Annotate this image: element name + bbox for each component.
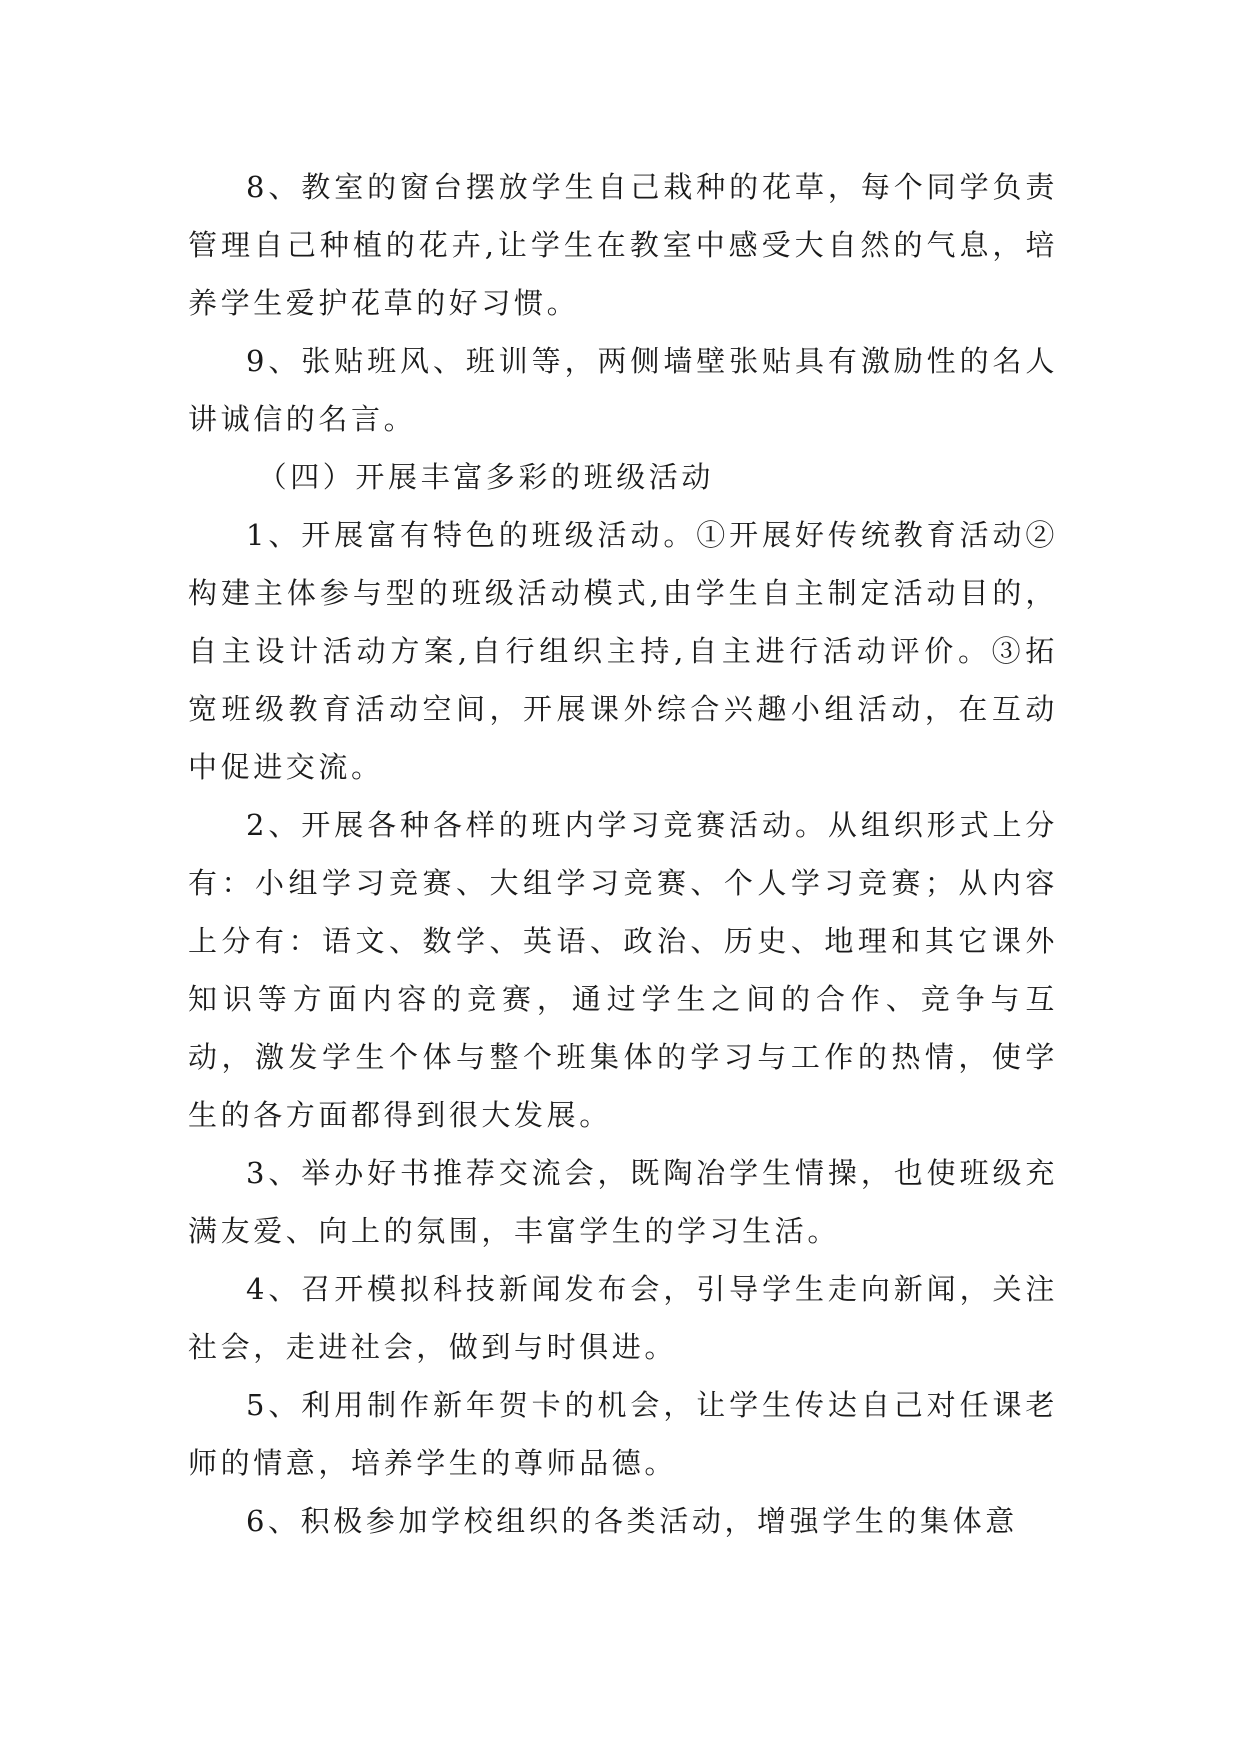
document-body	[188, 158, 1058, 1550]
paragraph-item-8: 8、教室的窗台摆放学生自己栽种的花草，每个同学负责管理自己种植的花卉,让学生在教室中感受大自然的气息，培养学生爱护花草的好习惯。	[188, 170, 1058, 320]
paragraph-activity-1: 1、开展富有特色的班级活动。①开展好传统教育活动②构建主体参与型的班级活动模式,由学生自主制定活动目的，自主设计活动方案,自行组织主持,自主进行活动评价。③拓宽班级教育活动空间，开展课外综合兴趣小组活动，在互动中促进交流。	[188, 518, 1058, 784]
paragraph-activity-6: 6、积极参加学校组织的各类活动，增强学生的集体意	[246, 1504, 1018, 1538]
paragraph-activity-2: 2、开展各种各样的班内学习竞赛活动。从组织形式上分有：小组学习竞赛、大组学习竞赛、个人学习竞赛；从内容上分有：语文、数学、英语、政治、历史、地理和其它课外知识等方面内容的竞赛，通过学生之间的合作、竞争与互动，激发学生个体与整个班集体的学习与工作的热情，使学生的各方面都得到很大发展。	[188, 808, 1058, 1132]
paragraph-item-9: 9、张贴班风、班训等，两侧墙壁张贴具有激励性的名人讲诚信的名言。	[188, 344, 1058, 436]
paragraph-activity-4: 4、召开模拟科技新闻发布会，引导学生走向新闻，关注社会，走进社会，做到与时俱进。	[188, 1272, 1058, 1364]
paragraph-activity-3: 3、举办好书推荐交流会，既陶冶学生情操，也使班级充满友爱、向上的氛围，丰富学生的学习生活。	[188, 1156, 1058, 1248]
section-heading-4: （四）开展丰富多彩的班级活动	[257, 460, 714, 494]
paragraph-activity-5: 5、利用制作新年贺卡的机会，让学生传达自己对任课老师的情意，培养学生的尊师品德。	[188, 1388, 1058, 1480]
